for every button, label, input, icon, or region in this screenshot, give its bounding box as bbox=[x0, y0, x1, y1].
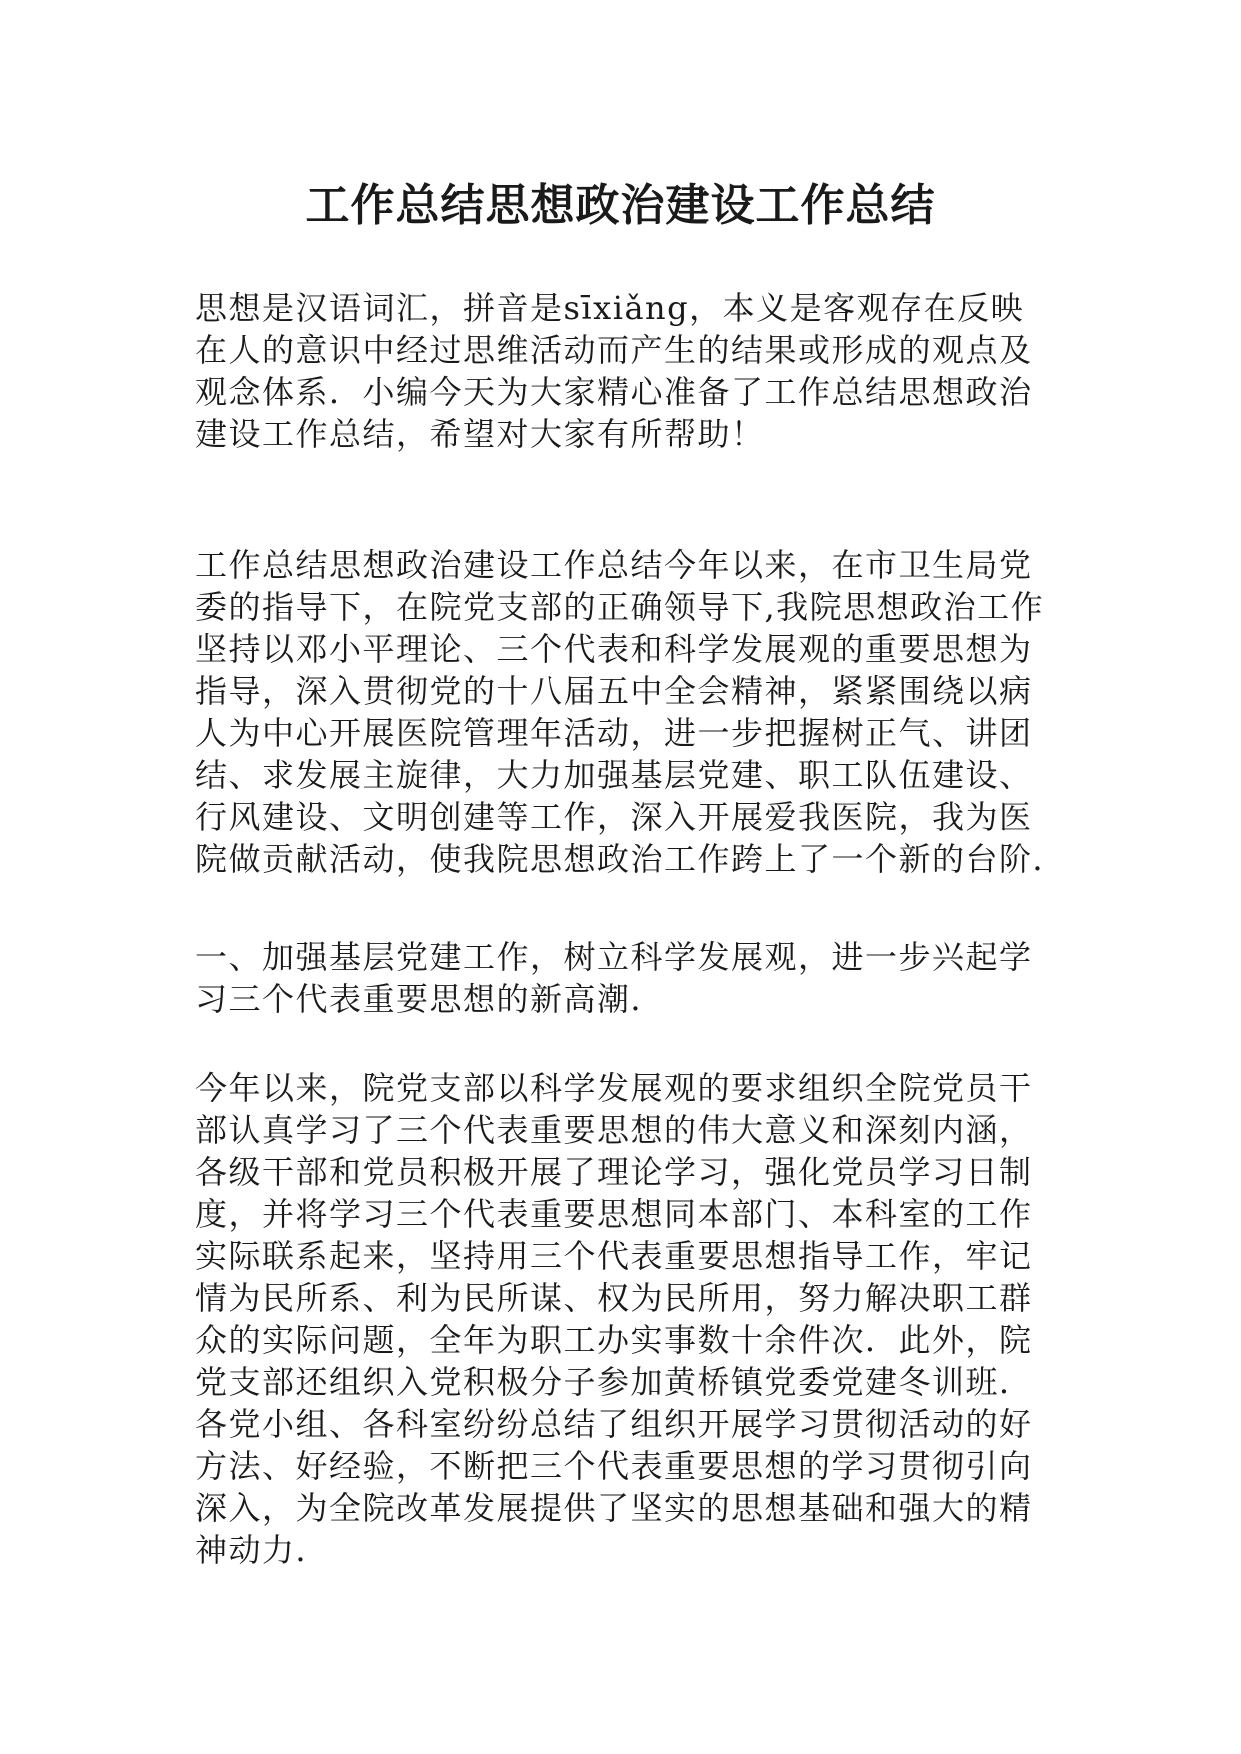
text-line: 行风建设、文明创建等工作，深入开展爱我医院，我为医 bbox=[195, 798, 1033, 836]
text-line: 党支部还组织入党积极分子参加黄桥镇党委党建冬训班． bbox=[195, 1363, 1033, 1401]
text-line: 指导，深入贯彻党的十八届五中全会精神，紧紧围绕以病 bbox=[195, 672, 1033, 710]
text-line: 人为中心开展医院管理年活动，进一步把握树正气、讲团 bbox=[195, 714, 1033, 752]
text-line: 观念体系．小编今天为大家精心准备了工作总结思想政治 bbox=[195, 373, 1033, 411]
text-line: 方法、好经验，不断把三个代表重要思想的学习贯彻引向 bbox=[195, 1447, 1033, 1485]
text-line: 神动力． bbox=[195, 1531, 330, 1569]
text-line: 深入，为全院改革发展提供了坚实的思想基础和强大的精 bbox=[195, 1489, 1033, 1527]
text-line: 习三个代表重要思想的新高潮． bbox=[195, 980, 665, 1018]
paragraph-intro bbox=[195, 287, 1055, 455]
text-line: 众的实际问题，全年为职工办实事数十余件次．此外，院 bbox=[195, 1321, 1033, 1359]
section-heading-one bbox=[195, 936, 1055, 1020]
text-line: 院做贡献活动，使我院思想政治工作跨上了一个新的台阶． bbox=[195, 840, 1067, 878]
text-line: 建设工作总结，希望对大家有所帮助！ bbox=[195, 415, 765, 453]
text-line: 结、求发展主旋律，大力加强基层党建、职工队伍建设、 bbox=[195, 756, 1033, 794]
text-line: 实际联系起来，坚持用三个代表重要思想指导工作，牢记 bbox=[195, 1237, 1033, 1275]
text-line: 思想是汉语词汇，拼音是sīxiǎng，本义是客观存在反映 bbox=[195, 289, 1025, 327]
text-line: 部认真学习了三个代表重要思想的伟大意义和深刻内涵， bbox=[195, 1111, 1033, 1149]
text-line: 今年以来，院党支部以科学发展观的要求组织全院党员干 bbox=[195, 1069, 1033, 1107]
text-line: 坚持以邓小平理论、三个代表和科学发展观的重要思想为 bbox=[195, 630, 1033, 668]
text-line: 委的指导下，在院党支部的正确领导下,我院思想政治工作 bbox=[195, 588, 1045, 626]
document-title: 工作总结思想政治建设工作总结 bbox=[305, 180, 936, 231]
text-line: 情为民所系、利为民所谋、权为民所用，努力解决职工群 bbox=[195, 1279, 1033, 1317]
paragraph-overview bbox=[195, 544, 1067, 880]
paragraph-section-one-body bbox=[195, 1067, 1055, 1571]
text-line: 各党小组、各科室纷纷总结了组织开展学习贯彻活动的好 bbox=[195, 1405, 1033, 1443]
text-line: 工作总结思想政治建设工作总结今年以来，在市卫生局党 bbox=[195, 546, 1033, 584]
text-line: 在人的意识中经过思维活动而产生的结果或形成的观点及 bbox=[195, 331, 1033, 369]
text-line: 一、加强基层党建工作，树立科学发展观，进一步兴起学 bbox=[195, 938, 1033, 976]
text-line: 各级干部和党员积极开展了理论学习，强化党员学习日制 bbox=[195, 1153, 1033, 1191]
text-line: 度，并将学习三个代表重要思想同本部门、本科室的工作 bbox=[195, 1195, 1033, 1233]
